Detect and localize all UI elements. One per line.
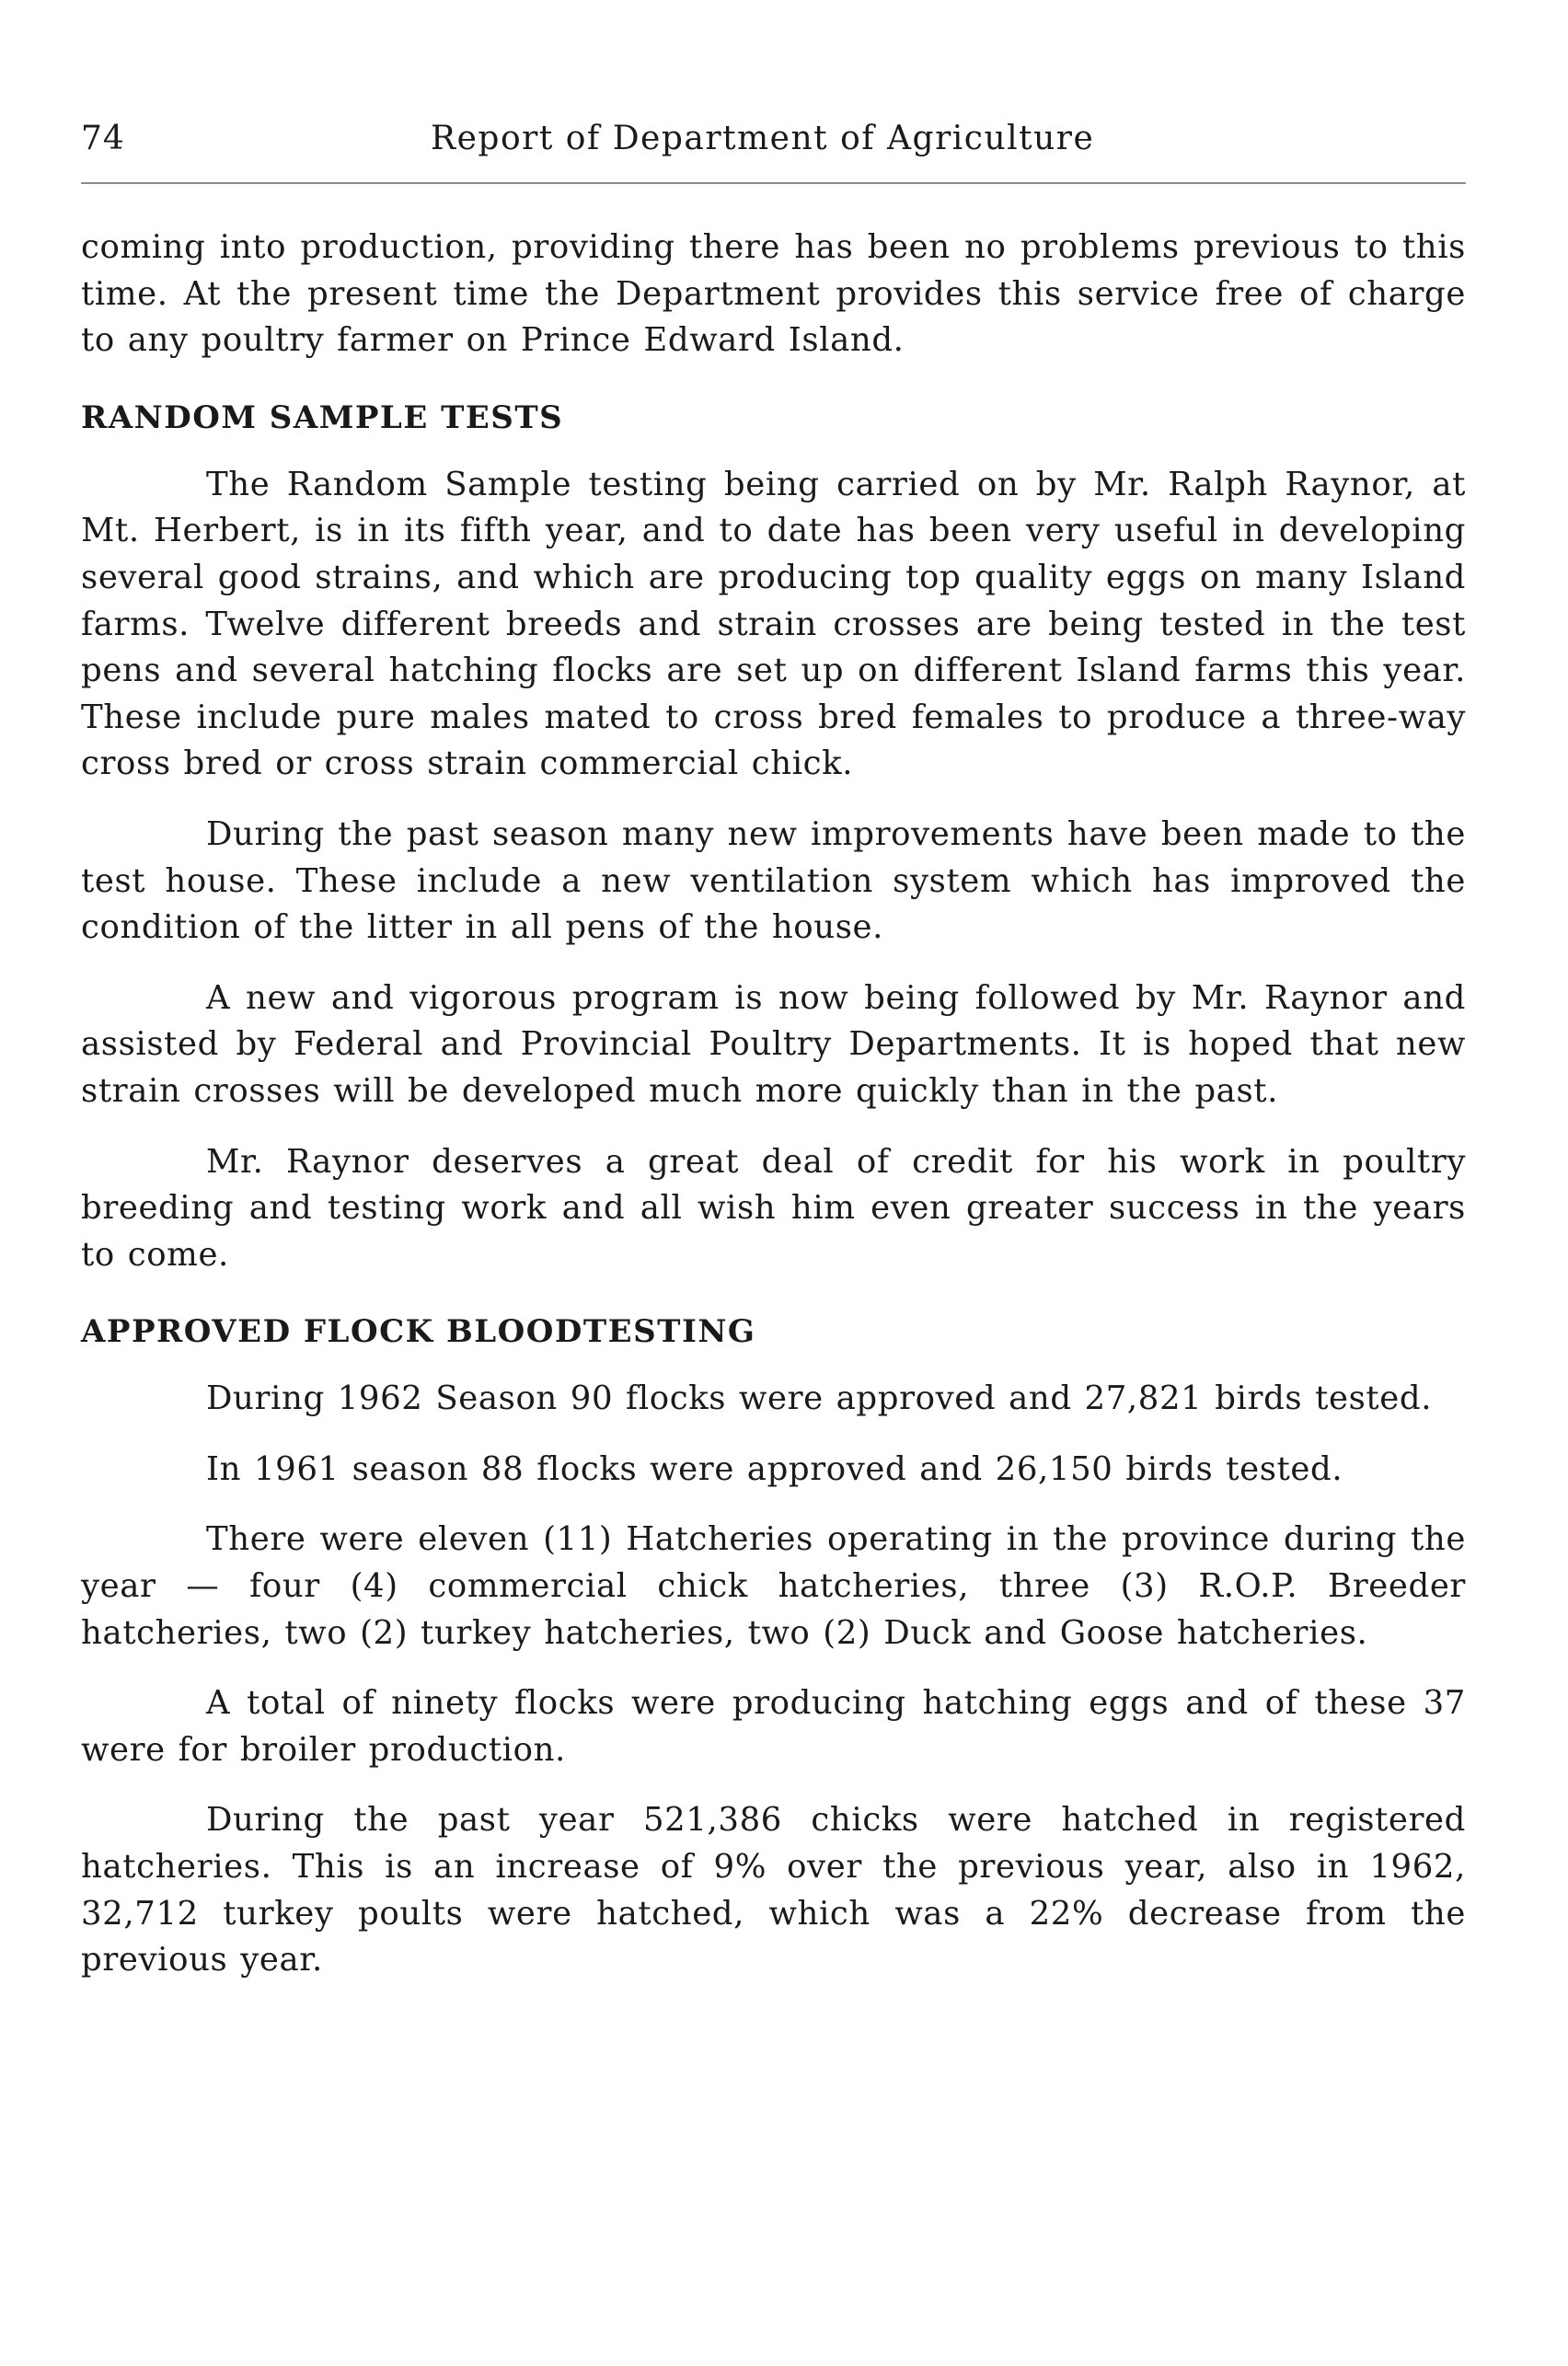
intro-paragraph: coming into production, providing there has been no problems previous to this time. At the present time the Department provides this service free of charge to any poultry farmer on Prince Edward Island. — [81, 228, 1466, 360]
running-title: Report of Department of Agriculture — [431, 120, 1095, 157]
paragraph-bloodtesting-1: During 1962 Season 90 flocks were approved and 27,821 birds tested. — [206, 1379, 1433, 1418]
section-heading-random-sample-tests: RANDOM SAMPLE TESTS — [81, 398, 564, 436]
page-number: 74 — [81, 120, 125, 157]
paragraph-bloodtesting-4: A total of ninety flocks were producing hatching eggs and of these 37 were for broiler production. — [81, 1684, 1466, 1769]
document-page — [81, 120, 1466, 1984]
paragraph-bloodtesting-5: During the past year 521,386 chicks were hatched in registered hatcheries. This is an increase of 9% over the previous year, also in 1962, 32,712 turkey poults were hatched, which was a 22% decrease from the previous year. — [81, 1801, 1466, 1979]
paragraph-random-sample-3: A new and vigorous program is now being followed by Mr. Raynor and assisted by Federal and Provincial Poultry Departments. It is hoped that new strain crosses will be developed much more quickly than in the past. — [81, 978, 1466, 1110]
paragraph-bloodtesting-2: In 1961 season 88 flocks were approved and 26,150 birds tested. — [206, 1449, 1343, 1488]
paragraph-bloodtesting-3: There were eleven (11) Hatcheries operating in the province during the year — four (4) commercial chick hatcheries, three (3) R.O.P. Breeder hatcheries, two (2) turkey hatcheries, two (2) Duck and Goose hatcheries. — [81, 1520, 1466, 1652]
section-heading-approved-flock-bloodtesting: APPROVED FLOCK BLOODTESTING — [81, 1313, 756, 1351]
paragraph-random-sample-2: During the past season many new improvements have been made to the test house. These include a new ventilation system which has improved the condition of the litter in all pens of the house. — [81, 814, 1466, 947]
running-header — [81, 120, 1466, 175]
paragraph-random-sample-4: Mr. Raynor deserves a great deal of credit for his work in poultry breeding and testing work and all wish him even greater success in the years to come. — [81, 1142, 1466, 1274]
header-rule — [81, 182, 1466, 184]
paragraph-random-sample-1: The Random Sample testing being carried on by Mr. Ralph Raynor, at Mt. Herbert, is in its fifth year, and to date has been very useful in developing several good strains, and which are producing top quality eggs on many Island farms. Twelve different breeds and strain crosses are being tested in the test pens and several hatching flocks are set up on different Island farms this year. These include pure males mated to cross bred females to produce a three-way cross bred or cross strain commercial chick. — [81, 465, 1466, 783]
